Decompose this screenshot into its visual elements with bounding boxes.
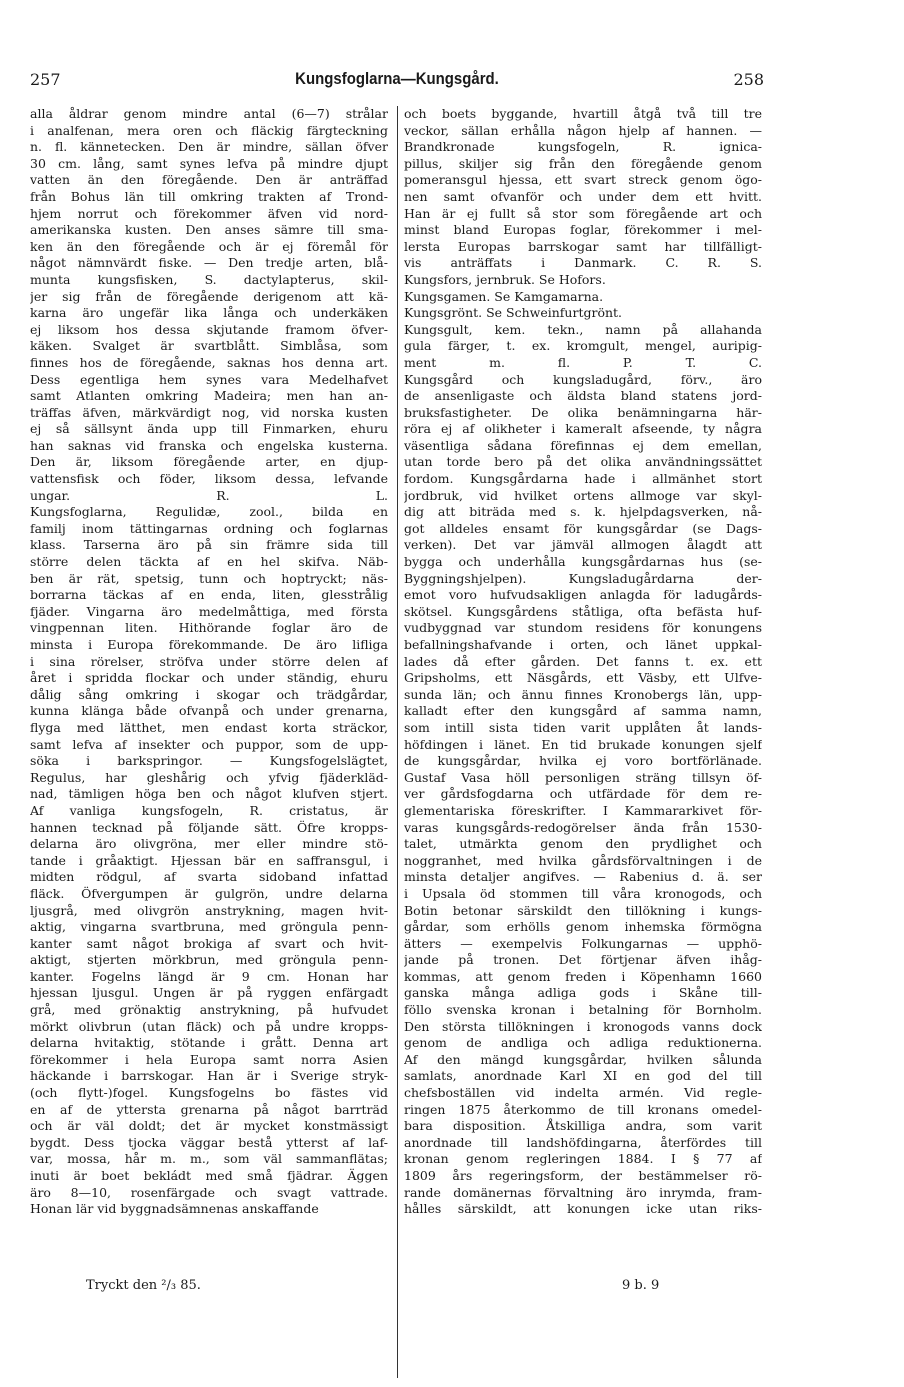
text-line: munta kungsfisken, S. dactylapterus, skil- xyxy=(30,271,388,287)
text-line: Han är ej fullt så stor som föregående art och xyxy=(404,205,762,221)
text-line: de ansenligaste och äldsta bland statens jord- xyxy=(404,388,762,404)
text-line: Kungsfors, jernbruk. Se Hofors. xyxy=(404,271,606,287)
text-line: bygdt. Dess tjocka väggar bestå ytterst af laf- xyxy=(30,1134,388,1150)
text-line: verken). Det var jämväl allmogen ålagdt att xyxy=(404,537,762,553)
text-line: i Upsala öd stommen till våra kronogods, och xyxy=(404,885,762,901)
text-line: lersta Europas barrskogar samt har tillfälligt- xyxy=(404,238,762,254)
text-line: kanter samt något brokiga af svart och hvit- xyxy=(30,935,388,951)
left-column xyxy=(30,106,388,1218)
text-line: emot voro hufvudsakligen anlagda för ladugårds- xyxy=(404,587,762,603)
text-line: 1809 års regeringsform, der bestämmelser rö- xyxy=(404,1168,762,1183)
text-line: veckor, sällan erhålla någon hjelp af hannen. — xyxy=(404,122,762,138)
text-line: ej så sällsynt ända upp till Finmarken, ehuru xyxy=(30,421,388,437)
page-number-right: 258 xyxy=(733,70,764,89)
text-line: skötsel. Kungsgårdens ståtliga, ofta befästa huf- xyxy=(404,603,762,619)
text-line: Kungsgrönt. Se Schweinfurtgrönt. xyxy=(404,305,623,321)
text-line: aktigt, stjerten mörkbrun, med gröngula penn- xyxy=(30,952,388,968)
text-line: flyga med lätthet, men endast korta sträckor, xyxy=(30,719,388,735)
text-line: från Bohus län till omkring trakten af Trond- xyxy=(30,188,388,204)
text-line: 30 cm. lång, samt synes lefva på mindre djupt xyxy=(30,155,388,171)
text-line: borrarna täckas af en enda, liten, glesstrålig xyxy=(30,587,388,603)
text-line: Den är, liksom föregående arter, en djup- xyxy=(30,454,388,470)
text-line: alla åldrar genom mindre antal (6—7) strålar xyxy=(30,106,388,121)
text-line: kronan genom regleringen 1884. I § 77 af xyxy=(404,1151,762,1167)
text-line: gula färger, t. ex. kromgult, mengel, auripig- xyxy=(404,338,762,354)
text-line: en af de yttersta grenarna på något barrträd xyxy=(30,1101,388,1117)
text-line: minst bland Europas foglar, förekommer i mel- xyxy=(404,222,762,238)
page-header xyxy=(30,70,764,94)
text-line: Botin betonar särskildt den tillökning i kungs- xyxy=(404,902,762,918)
text-line: pomeransgul hjessa, ett svart streck genom ögo- xyxy=(404,172,762,188)
text-line: bruksfastigheter. De olika benämningarna här- xyxy=(404,404,762,420)
text-line: Kungsgult, kem. tekn., namn på allahanda xyxy=(404,321,762,337)
text-line: fordom. Kungsgårdarna hade i allmänhet stort xyxy=(404,471,762,487)
text-line: Kungsgård och kungsladugård, förv., äro xyxy=(404,371,762,387)
text-line: vingpennan liten. Hithörande foglar äro de xyxy=(30,620,388,636)
text-line: genom de andliga och adliga reduktionerna. xyxy=(404,1035,762,1051)
text-line: var, mossa, hår m. m., som väl sammanflätas; xyxy=(30,1151,388,1167)
text-line: han saknas vid franska och engelska kusterna. xyxy=(30,437,388,453)
text-line: jer sig från de föregående derigenom att kä- xyxy=(30,288,388,304)
text-line: Dess egentliga hem synes vara Medelhafvet xyxy=(30,371,388,387)
text-line: grå, med grönaktig anstrykning, på hufvudet xyxy=(30,1002,388,1018)
text-line: nad, tämligen höga ben och något klufven stjert. xyxy=(30,786,388,802)
text-line: utan torde bero på det olika användningssättet xyxy=(404,454,762,470)
text-line: delarna hvitaktig, stötande i grått. Denna art xyxy=(30,1035,388,1051)
text-line: hålles särskildt, att konungen icke utan riks- xyxy=(404,1201,762,1217)
text-line: jande på tronen. Det förtjenar äfven ihåg- xyxy=(404,952,762,968)
text-line: Brandkronade kungsfogeln, R. ignica- xyxy=(404,139,762,155)
text-line: Byggningshjelpen). Kungsladugårdarna der- xyxy=(404,570,762,586)
text-line: söka i barkspringor. — Kungsfogelslägtet, xyxy=(30,753,388,769)
text-line: lades då efter gården. Det fanns t. ex. ett xyxy=(404,653,762,669)
text-line: glementariska föreskrifter. I Kammararkivet för- xyxy=(404,802,762,818)
text-line: rande domänernas förvaltning äro inrymda, fram- xyxy=(404,1184,762,1200)
text-line: ment m. fl. P. T. C. xyxy=(404,354,762,370)
text-line: fjäder. Vingarna äro medelmåttiga, med första xyxy=(30,603,388,619)
text-line: Honan lär vid byggnadsämnenas anskaffande xyxy=(30,1201,319,1217)
text-line: vudbyggnad var stundom residens för konungens xyxy=(404,620,762,636)
text-line: varas kungsgårds-redogörelser ända från 1530- xyxy=(404,819,762,835)
text-line: sunda län; och ännu finnes Kronobergs län, upp- xyxy=(404,686,762,702)
text-line: ganska många adliga gods i Skåne till- xyxy=(404,985,762,1001)
text-line: ej liksom hos dessa skjutande framom öfver- xyxy=(30,321,388,337)
text-line: kalladt efter den kungsgård af samma namn, xyxy=(404,703,762,719)
text-line: klass. Tarserna äro på sin främre sida till xyxy=(30,537,388,553)
text-line: befallningshafvande i orten, och länet uppkal- xyxy=(404,637,762,652)
text-line: ungar. R. L. xyxy=(30,487,388,503)
text-line: samt lefva af insekter och puppor, som de upp- xyxy=(30,736,388,752)
text-line: midten rödgul, af svarta sidoband infattad xyxy=(30,869,388,885)
text-line: nen samt ofvanför och under dem ett hvitt. xyxy=(404,188,762,204)
text-line: delarna äro olivgröna, mer eller mindre stö- xyxy=(30,836,388,852)
signature-mark: 9 b. 9 xyxy=(622,1278,660,1293)
text-line: hjem norrut och förekommer äfven vid nord- xyxy=(30,205,388,221)
text-line: hannen tecknad på följande sätt. Öfre kropps- xyxy=(30,819,388,835)
text-line: anordnade till landshöfdingarna, återfördes till xyxy=(404,1134,762,1150)
text-line: ringen 1875 återkommo de till kronans omedel- xyxy=(404,1101,762,1117)
running-title: Kungsfoglarna—Kungsgård. xyxy=(295,69,499,88)
text-line: kanter. Fogelns längd är 9 cm. Honan har xyxy=(30,968,388,984)
text-line: förekommer i hela Europa samt norra Asien xyxy=(30,1051,388,1067)
text-line: träffas äfven, märkvärdigt nog, vid norska kusten xyxy=(30,404,388,420)
text-line: käken. Svalget är svartblått. Simblåsa, som xyxy=(30,338,388,354)
text-line: amerikanska kusten. Den anses sämre till sma- xyxy=(30,222,388,238)
column-rule xyxy=(397,106,398,1378)
text-line: äro 8—10, rosenfärgade och svagt vattrade. xyxy=(30,1184,388,1200)
text-line: samlats, anordnade Karl XI en god del till xyxy=(404,1068,762,1084)
text-line: föllo svenska kronan i betalning för Bornholm. xyxy=(404,1002,762,1018)
text-line: kunna klänga både ofvanpå och under grenarna, xyxy=(30,703,388,719)
text-line: röra ej af olikheter i kameralt afseende, ty några xyxy=(404,421,762,437)
text-line: som intill sista tiden varit upplåten åt lands- xyxy=(404,719,762,735)
text-line: vatten än den föregående. Den är anträffad xyxy=(30,172,388,188)
text-line: tande i gråaktigt. Hjessan bär en saffransgul, i xyxy=(30,852,388,868)
text-line: aktig, vingarna svartbruna, med gröngula penn- xyxy=(30,919,388,935)
text-line: pillus, skiljer sig från den föregående genom xyxy=(404,155,762,171)
text-line: ljusgrå, med olivgrön anstrykning, magen hvit- xyxy=(30,902,388,918)
text-line: större delen täckta af en hel skifva. Näb- xyxy=(30,554,388,570)
text-line: ver gårdsfogdarna och utfärdade för dem re- xyxy=(404,786,762,802)
text-line: och är väl doldt; det är mycket konstmässigt xyxy=(30,1118,388,1134)
text-line: kommas, att genom freden i Köpenhamn 1660 xyxy=(404,968,762,984)
text-line: dig att biträda med s. k. hjelpdagsverken, nå- xyxy=(404,504,762,520)
text-line: året i spridda flockar och under ständig, ehuru xyxy=(30,670,388,686)
text-line: fläck. Öfvergumpen är gulgrön, undre delarna xyxy=(30,885,388,901)
text-line: familj inom tättingarnas ordning och foglarnas xyxy=(30,520,388,536)
text-line: talet, utmärkta genom den prydlighet och xyxy=(404,836,762,852)
text-line: got alldeles ensamt för kungsgårdar (se Dags- xyxy=(404,520,762,536)
text-line: häckande i barrskogar. Han är i Sverige stryk- xyxy=(30,1068,388,1084)
text-line: bygga och underhålla kungsgårdarnas hus (se- xyxy=(404,554,762,570)
text-line: de kungsgårdar, hvilka ej voro bortförlänade. xyxy=(404,753,762,769)
text-line: hjessan ljusgul. Ungen är på ryggen enfärgadt xyxy=(30,985,388,1001)
text-line: vattensfisk och föder, liksom dessa, lefvande xyxy=(30,471,388,487)
page-number-left: 257 xyxy=(30,70,61,89)
text-line: dålig sång omkring i skogar och trädgårdar, xyxy=(30,686,388,702)
text-line: något nämnvärdt fiske. — Den tredje arten, blå- xyxy=(30,255,388,271)
text-line: vis anträffats i Danmark. C. R. S. xyxy=(404,255,762,271)
text-line: karna äro ungefär lika långa och underkäken xyxy=(30,305,388,321)
text-line: minsta detaljer angifves. — Rabenius d. ä. ser xyxy=(404,869,762,885)
text-line: höfdingen i länet. En tid brukade konungen sjelf xyxy=(404,736,762,752)
text-line: Regulus, har gleshårig och yfvig fjäderkläd- xyxy=(30,769,388,785)
text-line: väsentliga sådana förefinnas ej dem emellan, xyxy=(404,437,762,453)
text-line: Den största tillökningen i kronogods vanns dock xyxy=(404,1018,762,1034)
text-line: n. fl. kännetecken. Den är mindre, sällan öfver xyxy=(30,139,388,155)
text-line: inuti är boet bekládt med små fjädrar. Äggen xyxy=(30,1168,388,1183)
text-line: gårdar, som erhölls genom inhemska förmögna xyxy=(404,919,762,935)
text-line: noggranhet, med hvilka gårdsförvaltningen i de xyxy=(404,852,762,868)
text-line: i analfenan, mera oren och fläckig färgteckning xyxy=(30,122,388,138)
right-column xyxy=(404,106,762,1218)
text-line: ken än den föregående och är ej föremål för xyxy=(30,238,388,254)
text-line: i sina rörelser, ströfva under större delen af xyxy=(30,653,388,669)
text-line: (och flytt-)fogel. Kungsfogelns bo fästes vid xyxy=(30,1085,388,1101)
text-line: Af vanliga kungsfogeln, R. cristatus, är xyxy=(30,802,388,818)
text-line: samt Atlanten omkring Madeira; men han an- xyxy=(30,388,388,404)
text-line: Gustaf Vasa höll personligen sträng tillsyn öf- xyxy=(404,769,762,785)
text-line: mörkt olivbrun (utan fläck) och på undre kropps- xyxy=(30,1018,388,1034)
text-line: jordbruk, vid hvilket ortens allmoge var skyl- xyxy=(404,487,762,503)
text-line: bara disposition. Åtskilliga andra, som varit xyxy=(404,1118,762,1134)
text-line: finnes hos de föregående, saknas hos denna art. xyxy=(30,354,388,370)
text-line: Gripsholms, ett Näsgårds, ett Väsby, ett Ulfve- xyxy=(404,670,762,686)
text-line: minsta i Europa förekommande. De äro lifliga xyxy=(30,637,388,652)
text-line: ben är rät, spetsig, tunn och hoptryckt; näs- xyxy=(30,570,388,586)
text-line: Kungsfoglarna, Regulidæ, zool., bilda en xyxy=(30,504,388,520)
text-line: Af den mängd kungsgårdar, hvilken sålunda xyxy=(404,1051,762,1067)
text-line: Kungsgamen. Se Kamgamarna. xyxy=(404,288,604,304)
print-date: Tryckt den ²/₃ 85. xyxy=(86,1278,201,1293)
text-line: ätters — exempelvis Folkungarnas — upphö- xyxy=(404,935,762,951)
text-line: och boets byggande, hvartill åtgå två till tre xyxy=(404,106,762,121)
text-line: chefsboställen vid indelta armén. Vid regle- xyxy=(404,1085,762,1101)
